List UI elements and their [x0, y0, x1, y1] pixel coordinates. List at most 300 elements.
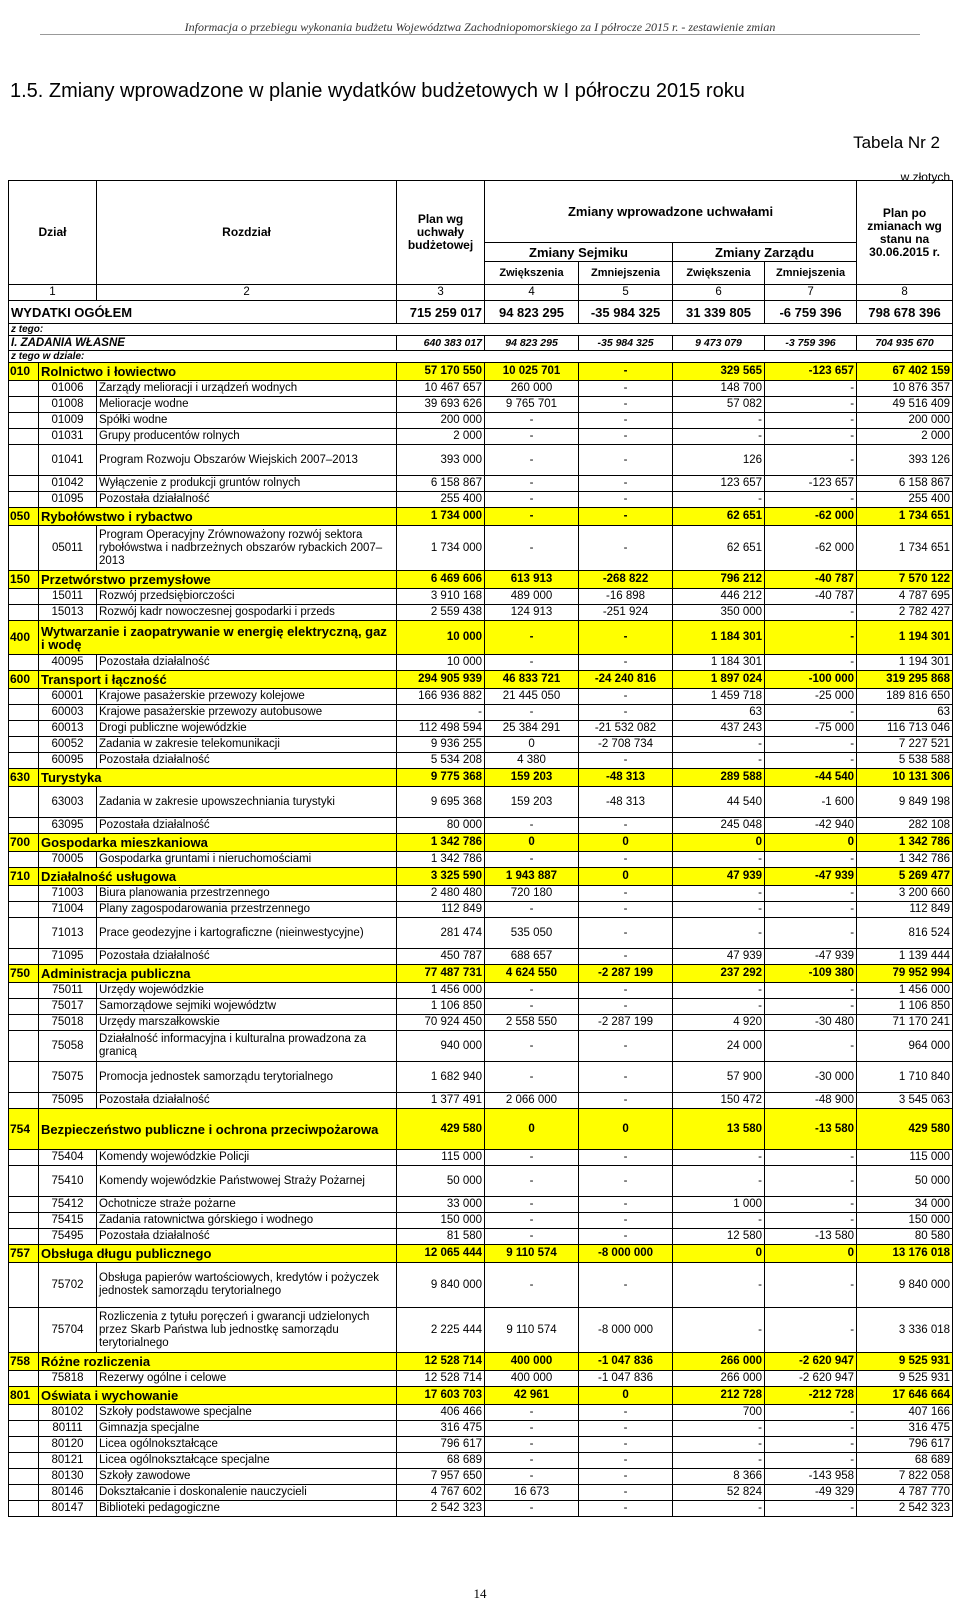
empty-cell — [9, 381, 39, 397]
zarzad-plus: 24 000 — [673, 1031, 765, 1062]
rozdzial-code: 60052 — [39, 737, 97, 753]
zarzad-plus: 437 243 — [673, 721, 765, 737]
rozdzial-name: Rozwój kadr nowoczesnej gospodarki i przeds — [97, 605, 397, 621]
plan-after: 1 139 444 — [857, 949, 953, 965]
total-zarzad-plus: 31 339 805 — [673, 301, 765, 324]
zarzad-plus: - — [673, 983, 765, 999]
plan-value: 1 342 786 — [397, 834, 485, 852]
rozdzial-code: 01006 — [39, 381, 97, 397]
sejmik-plus: 25 384 291 — [485, 721, 579, 737]
plan-value: 5 534 208 — [397, 753, 485, 769]
sejmik-minus: - — [579, 476, 673, 492]
sejmik-plus: - — [485, 492, 579, 508]
rozdzial-row — [9, 1421, 953, 1437]
zarzad-plus: 0 — [673, 834, 765, 852]
rozdzial-name: Wyłączenie z produkcji gruntów rolnych — [97, 476, 397, 492]
zarzad-plus: 289 588 — [673, 769, 765, 787]
zarzad-minus: - — [765, 902, 857, 918]
zarzad-plus: 329 565 — [673, 363, 765, 381]
sejmik-plus: 159 203 — [485, 787, 579, 818]
sejmik-plus: - — [485, 999, 579, 1015]
zarzad-minus: - — [765, 1405, 857, 1421]
rozdzial-row — [9, 1031, 953, 1062]
zarzad-plus: 126 — [673, 445, 765, 476]
empty-cell — [9, 902, 39, 918]
plan-value: 1 106 850 — [397, 999, 485, 1015]
rozdzial-row — [9, 1371, 953, 1387]
sejmik-plus: 0 — [485, 1109, 579, 1150]
plan-after: 316 475 — [857, 1421, 953, 1437]
sejmik-plus: 720 180 — [485, 886, 579, 902]
sejmik-plus: 613 913 — [485, 571, 579, 589]
table-header-row-1 — [9, 181, 953, 243]
sejmik-plus: - — [485, 621, 579, 655]
zadania-label: I. ZADANIA WŁASNE — [9, 336, 397, 351]
plan-value: 12 528 714 — [397, 1353, 485, 1371]
column-numbers-row — [9, 285, 953, 301]
rozdzial-name: Program Rozwoju Obszarów Wiejskich 2007–2013 — [97, 445, 397, 476]
rozdzial-name: Pozostała działalność — [97, 753, 397, 769]
dzial-row — [9, 1245, 953, 1263]
zarzad-plus: - — [673, 492, 765, 508]
dzial-name: Oświata i wychowanie — [39, 1387, 397, 1405]
empty-cell — [9, 689, 39, 705]
sejmik-plus: 4 624 550 — [485, 965, 579, 983]
rozdzial-row — [9, 1437, 953, 1453]
zarzad-plus: - — [673, 1166, 765, 1197]
rozdzial-row — [9, 1213, 953, 1229]
total-after: 798 678 396 — [857, 301, 953, 324]
dzial-row — [9, 363, 953, 381]
plan-value: 1 682 940 — [397, 1062, 485, 1093]
column-header-plan: Plan wg uchwały budżetowej — [397, 181, 485, 285]
sejmik-minus: - — [579, 429, 673, 445]
zarzad-plus: 245 048 — [673, 818, 765, 834]
dzial-row — [9, 834, 953, 852]
zarzad-plus: 350 000 — [673, 605, 765, 621]
rozdzial-row — [9, 605, 953, 621]
plan-after: 4 787 770 — [857, 1485, 953, 1501]
dzial-name: Obsługa długu publicznego — [39, 1245, 397, 1263]
sejmik-minus: - — [579, 397, 673, 413]
dzial-name: Przetwórstwo przemysłowe — [39, 571, 397, 589]
rozdzial-name: Urzędy wojewódzkie — [97, 983, 397, 999]
zarzad-plus: - — [673, 918, 765, 949]
zarzad-plus: - — [673, 886, 765, 902]
dzial-name: Różne rozliczenia — [39, 1353, 397, 1371]
sejmik-plus: - — [485, 983, 579, 999]
empty-cell — [9, 526, 39, 571]
plan-value: 10 000 — [397, 621, 485, 655]
plan-after: 3 200 660 — [857, 886, 953, 902]
sejmik-minus: -8 000 000 — [579, 1308, 673, 1353]
column-number: 4 — [485, 285, 579, 301]
empty-cell — [9, 1405, 39, 1421]
zarzad-plus: - — [673, 1453, 765, 1469]
zarzad-minus: -13 580 — [765, 1109, 857, 1150]
sejmik-minus: - — [579, 1469, 673, 1485]
sejmik-plus: 489 000 — [485, 589, 579, 605]
empty-cell — [9, 1229, 39, 1245]
rozdzial-code: 01042 — [39, 476, 97, 492]
empty-cell — [9, 852, 39, 868]
plan-value: 9 695 368 — [397, 787, 485, 818]
zarzad-plus: 0 — [673, 1245, 765, 1263]
plan-value: 1 734 000 — [397, 526, 485, 571]
plan-after: 796 617 — [857, 1437, 953, 1453]
plan-value: 940 000 — [397, 1031, 485, 1062]
rozdzial-name: Komendy wojewódzkie Państwowej Straży Pożarnej — [97, 1166, 397, 1197]
plan-value: 2 480 480 — [397, 886, 485, 902]
rozdzial-code: 75410 — [39, 1166, 97, 1197]
plan-value: 70 924 450 — [397, 1015, 485, 1031]
plan-after: 116 713 046 — [857, 721, 953, 737]
rozdzial-name: Licea ogólnokształcące specjalne — [97, 1453, 397, 1469]
zarzad-minus: - — [765, 1437, 857, 1453]
zarzad-minus: -13 580 — [765, 1229, 857, 1245]
plan-value: 796 617 — [397, 1437, 485, 1453]
zarzad-minus: -2 620 947 — [765, 1371, 857, 1387]
plan-value: 50 000 — [397, 1166, 485, 1197]
rozdzial-row — [9, 983, 953, 999]
plan-after: 964 000 — [857, 1031, 953, 1062]
total-plan: 715 259 017 — [397, 301, 485, 324]
plan-after: 1 342 786 — [857, 852, 953, 868]
dzial-code: 750 — [9, 965, 39, 983]
plan-after: 4 787 695 — [857, 589, 953, 605]
expenditure-changes-table — [8, 180, 953, 1517]
zarzad-plus: 1 897 024 — [673, 671, 765, 689]
rozdzial-code: 60013 — [39, 721, 97, 737]
zarzad-plus: 1 184 301 — [673, 655, 765, 671]
zarzad-minus: -212 728 — [765, 1387, 857, 1405]
dzial-name: Administracja publiczna — [39, 965, 397, 983]
empty-cell — [9, 397, 39, 413]
column-header-rozdzial: Rozdział — [97, 181, 397, 285]
total-sejmik-minus: -35 984 325 — [579, 301, 673, 324]
rozdzial-name: Szkoły zawodowe — [97, 1469, 397, 1485]
plan-value: 281 474 — [397, 918, 485, 949]
zarzad-plus: 57 900 — [673, 1062, 765, 1093]
zarzad-plus: 44 540 — [673, 787, 765, 818]
zarzad-plus: 12 580 — [673, 1229, 765, 1245]
zarzad-plus: 148 700 — [673, 381, 765, 397]
rozdzial-code: 80111 — [39, 1421, 97, 1437]
plan-after: 282 108 — [857, 818, 953, 834]
plan-after: 2 542 323 — [857, 1501, 953, 1517]
dzial-code: 754 — [9, 1109, 39, 1150]
zarzad-minus: -42 940 — [765, 818, 857, 834]
rozdzial-code: 71003 — [39, 886, 97, 902]
column-header-zmniejszenia: Zmniejszenia — [579, 262, 673, 285]
plan-after: 13 176 018 — [857, 1245, 953, 1263]
zarzad-minus: -47 939 — [765, 949, 857, 965]
plan-after: 407 166 — [857, 1405, 953, 1421]
sejmik-plus: 400 000 — [485, 1371, 579, 1387]
rozdzial-code: 15013 — [39, 605, 97, 621]
plan-after: 150 000 — [857, 1213, 953, 1229]
sejmik-minus: - — [579, 1421, 673, 1437]
zarzad-plus: - — [673, 737, 765, 753]
zarzad-minus: - — [765, 983, 857, 999]
rozdzial-code: 80130 — [39, 1469, 97, 1485]
sejmik-minus: - — [579, 753, 673, 769]
rozdzial-code: 63003 — [39, 787, 97, 818]
rozdzial-row — [9, 689, 953, 705]
zarzad-minus: - — [765, 397, 857, 413]
rozdzial-row — [9, 852, 953, 868]
zarzad-plus: - — [673, 429, 765, 445]
rozdzial-name: Rezerwy ogólne i celowe — [97, 1371, 397, 1387]
sejmik-plus: - — [485, 1213, 579, 1229]
plan-after: 7 227 521 — [857, 737, 953, 753]
zarzad-plus: 1 000 — [673, 1197, 765, 1213]
sejmik-minus: - — [579, 1062, 673, 1093]
zarzad-plus: 266 000 — [673, 1353, 765, 1371]
rozdzial-code: 71095 — [39, 949, 97, 965]
rozdzial-code: 01031 — [39, 429, 97, 445]
rozdzial-name: Pozostała działalność — [97, 655, 397, 671]
zarzad-minus: - — [765, 381, 857, 397]
empty-cell — [9, 737, 39, 753]
zadania-sejmik-minus: -35 984 325 — [579, 336, 673, 351]
rozdzial-code: 01009 — [39, 413, 97, 429]
sejmik-plus: 42 961 — [485, 1387, 579, 1405]
dzial-row — [9, 965, 953, 983]
empty-cell — [9, 655, 39, 671]
plan-value: - — [397, 705, 485, 721]
rozdzial-code: 75415 — [39, 1213, 97, 1229]
plan-value: 255 400 — [397, 492, 485, 508]
plan-after: 80 580 — [857, 1229, 953, 1245]
column-number: 8 — [857, 285, 953, 301]
empty-cell — [9, 1308, 39, 1353]
dzial-row — [9, 769, 953, 787]
zarzad-minus: - — [765, 445, 857, 476]
zarzad-minus: - — [765, 605, 857, 621]
rozdzial-name: Gimnazja specjalne — [97, 1421, 397, 1437]
plan-value: 7 957 650 — [397, 1469, 485, 1485]
sejmik-minus: - — [579, 1453, 673, 1469]
plan-after: 9 525 931 — [857, 1371, 953, 1387]
plan-value: 1 734 000 — [397, 508, 485, 526]
rozdzial-name: Program Operacyjny Zrównoważony rozwój sektora rybołówstwa i nadbrzeżnych obszarów rybackich 2007–2013 — [97, 526, 397, 571]
plan-value: 200 000 — [397, 413, 485, 429]
rozdzial-code: 01041 — [39, 445, 97, 476]
rozdzial-name: Krajowe pasażerskie przewozy autobusowe — [97, 705, 397, 721]
sejmik-minus: - — [579, 818, 673, 834]
rozdzial-row — [9, 397, 953, 413]
dzial-row — [9, 671, 953, 689]
sejmik-plus: - — [485, 1421, 579, 1437]
plan-value: 1 342 786 — [397, 852, 485, 868]
empty-cell — [9, 1031, 39, 1062]
sejmik-minus: -24 240 816 — [579, 671, 673, 689]
sejmik-plus: - — [485, 1263, 579, 1308]
plan-value: 429 580 — [397, 1109, 485, 1150]
sejmik-minus: - — [579, 1229, 673, 1245]
sejmik-plus: - — [485, 818, 579, 834]
rozdzial-code: 71013 — [39, 918, 97, 949]
sejmik-minus: - — [579, 1031, 673, 1062]
zarzad-minus: - — [765, 705, 857, 721]
zarzad-minus: - — [765, 1150, 857, 1166]
plan-value: 6 158 867 — [397, 476, 485, 492]
empty-cell — [9, 1469, 39, 1485]
rozdzial-row — [9, 902, 953, 918]
zarzad-minus: - — [765, 886, 857, 902]
zarzad-plus: - — [673, 999, 765, 1015]
plan-value: 2 000 — [397, 429, 485, 445]
empty-cell — [9, 1371, 39, 1387]
plan-value: 294 905 939 — [397, 671, 485, 689]
sejmik-plus: - — [485, 1437, 579, 1453]
sejmik-minus: - — [579, 508, 673, 526]
plan-value: 6 469 606 — [397, 571, 485, 589]
plan-value: 12 528 714 — [397, 1371, 485, 1387]
rozdzial-code: 75404 — [39, 1150, 97, 1166]
zarzad-plus: 123 657 — [673, 476, 765, 492]
sejmik-plus: 0 — [485, 834, 579, 852]
empty-cell — [9, 1485, 39, 1501]
sejmik-plus: - — [485, 1405, 579, 1421]
empty-cell — [9, 787, 39, 818]
zarzad-minus: -47 939 — [765, 868, 857, 886]
zarzad-minus: - — [765, 1308, 857, 1353]
zadania-sejmik-plus: 94 823 295 — [485, 336, 579, 351]
rozdzial-name: Grupy producentów rolnych — [97, 429, 397, 445]
rozdzial-name: Promocja jednostek samorządu terytorialnego — [97, 1062, 397, 1093]
rozdzial-name: Biura planowania przestrzennego — [97, 886, 397, 902]
plan-after: 393 126 — [857, 445, 953, 476]
sejmik-plus: 260 000 — [485, 381, 579, 397]
rozdzial-name: Pozostała działalność — [97, 818, 397, 834]
rozdzial-name: Melioracje wodne — [97, 397, 397, 413]
rozdzial-code: 01095 — [39, 492, 97, 508]
zarzad-plus: - — [673, 852, 765, 868]
rozdzial-code: 80102 — [39, 1405, 97, 1421]
plan-after: 79 952 994 — [857, 965, 953, 983]
plan-value: 450 787 — [397, 949, 485, 965]
zarzad-plus: - — [673, 1501, 765, 1517]
rozdzial-code: 80121 — [39, 1453, 97, 1469]
plan-value: 3 325 590 — [397, 868, 485, 886]
sejmik-plus: - — [485, 1453, 579, 1469]
sejmik-minus: -251 924 — [579, 605, 673, 621]
rozdzial-name: Pozostała działalność — [97, 1093, 397, 1109]
zarzad-plus: 62 651 — [673, 508, 765, 526]
dzial-name: Działalność usługowa — [39, 868, 397, 886]
sejmik-plus: 159 203 — [485, 769, 579, 787]
sejmik-minus: - — [579, 1263, 673, 1308]
zarzad-minus: -44 540 — [765, 769, 857, 787]
sejmik-plus: - — [485, 1229, 579, 1245]
rozdzial-name: Szkoły podstawowe specjalne — [97, 1405, 397, 1421]
sejmik-minus: - — [579, 1437, 673, 1453]
zarzad-plus: - — [673, 413, 765, 429]
zarzad-plus: 13 580 — [673, 1109, 765, 1150]
zarzad-minus: 0 — [765, 1245, 857, 1263]
empty-cell — [9, 429, 39, 445]
plan-after: 255 400 — [857, 492, 953, 508]
column-number: 7 — [765, 285, 857, 301]
zarzad-minus: - — [765, 1453, 857, 1469]
sejmik-plus: 46 833 721 — [485, 671, 579, 689]
sejmik-minus: 0 — [579, 868, 673, 886]
rozdzial-code: 05011 — [39, 526, 97, 571]
rozdzial-code: 60095 — [39, 753, 97, 769]
rozdzial-code: 70005 — [39, 852, 97, 868]
sejmik-minus: - — [579, 1166, 673, 1197]
sejmik-minus: -1 047 836 — [579, 1353, 673, 1371]
zadania-zarzad-plus: 9 473 079 — [673, 336, 765, 351]
plan-value: 39 693 626 — [397, 397, 485, 413]
empty-cell — [9, 1213, 39, 1229]
sejmik-plus: 0 — [485, 737, 579, 753]
plan-after: 189 816 650 — [857, 689, 953, 705]
sejmik-plus: 2 558 550 — [485, 1015, 579, 1031]
rozdzial-code: 75818 — [39, 1371, 97, 1387]
rozdzial-code: 80146 — [39, 1485, 97, 1501]
dzial-name: Rybołówstwo i rybactwo — [39, 508, 397, 526]
zarzad-minus: - — [765, 1166, 857, 1197]
sejmik-plus: 535 050 — [485, 918, 579, 949]
empty-cell — [9, 589, 39, 605]
plan-value: 2 559 438 — [397, 605, 485, 621]
dzial-code: 700 — [9, 834, 39, 852]
column-header-zmiany: Zmiany wprowadzone uchwałami — [485, 181, 857, 243]
plan-after: 5 269 477 — [857, 868, 953, 886]
empty-cell — [9, 1421, 39, 1437]
rozdzial-code: 60003 — [39, 705, 97, 721]
dzial-name: Gospodarka mieszkaniowa — [39, 834, 397, 852]
plan-value: 77 487 731 — [397, 965, 485, 983]
page-number: 14 — [473, 1586, 487, 1601]
empty-cell — [9, 476, 39, 492]
rozdzial-name: Zarządy melioracji i urządzeń wodnych — [97, 381, 397, 397]
plan-after: 2 782 427 — [857, 605, 953, 621]
rozdzial-code: 75495 — [39, 1229, 97, 1245]
dzial-name: Transport i łączność — [39, 671, 397, 689]
zarzad-minus: -143 958 — [765, 1469, 857, 1485]
rozdzial-row — [9, 476, 953, 492]
dzial-code: 010 — [9, 363, 39, 381]
sejmik-minus: -268 822 — [579, 571, 673, 589]
rozdzial-code: 75704 — [39, 1308, 97, 1353]
sejmik-minus: - — [579, 705, 673, 721]
sejmik-minus: - — [579, 526, 673, 571]
plan-value: 17 603 703 — [397, 1387, 485, 1405]
dzial-code: 757 — [9, 1245, 39, 1263]
rozdzial-name: Pozostała działalność — [97, 949, 397, 965]
column-number: 3 — [397, 285, 485, 301]
rozdzial-name: Drogi publiczne wojewódzkie — [97, 721, 397, 737]
rozdzial-row — [9, 413, 953, 429]
rozdzial-name: Zadania w zakresie telekomunikacji — [97, 737, 397, 753]
rozdzial-name: Rozwój przedsiębiorczości — [97, 589, 397, 605]
column-header-plan-po: Plan po zmianach wg stanu na 30.06.2015 r. — [857, 181, 953, 285]
rozdzial-row — [9, 1166, 953, 1197]
rozdzial-code: 75058 — [39, 1031, 97, 1062]
rozdzial-code: 75095 — [39, 1093, 97, 1109]
sejmik-plus: 124 913 — [485, 605, 579, 621]
plan-value: 112 849 — [397, 902, 485, 918]
rozdzial-row — [9, 1093, 953, 1109]
sejmik-plus: - — [485, 1166, 579, 1197]
plan-value: 81 580 — [397, 1229, 485, 1245]
sejmik-plus: - — [485, 508, 579, 526]
sejmik-minus: - — [579, 886, 673, 902]
